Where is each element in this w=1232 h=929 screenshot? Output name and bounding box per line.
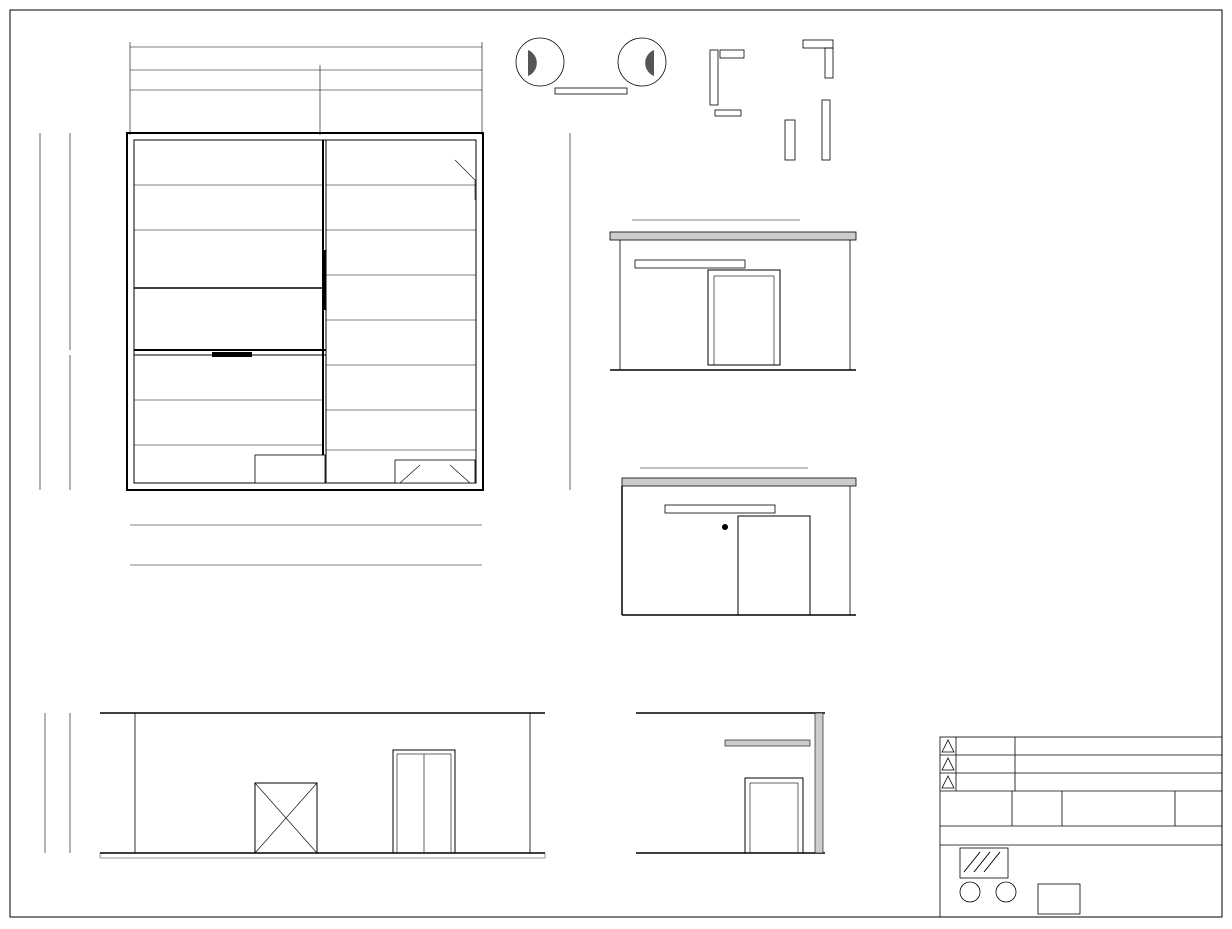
panel-details bbox=[710, 40, 833, 160]
company-logo bbox=[964, 852, 1000, 872]
interior-elevation-2 bbox=[622, 468, 856, 615]
interior-elevation-1 bbox=[610, 220, 856, 370]
partial-right-elevation bbox=[636, 713, 825, 853]
revision-triangles bbox=[942, 740, 954, 788]
pin-cam-legend bbox=[516, 38, 666, 94]
title-block bbox=[940, 737, 1222, 917]
plan-view bbox=[40, 42, 570, 565]
front-elevation bbox=[45, 713, 545, 858]
specs-column bbox=[900, 12, 1226, 20]
